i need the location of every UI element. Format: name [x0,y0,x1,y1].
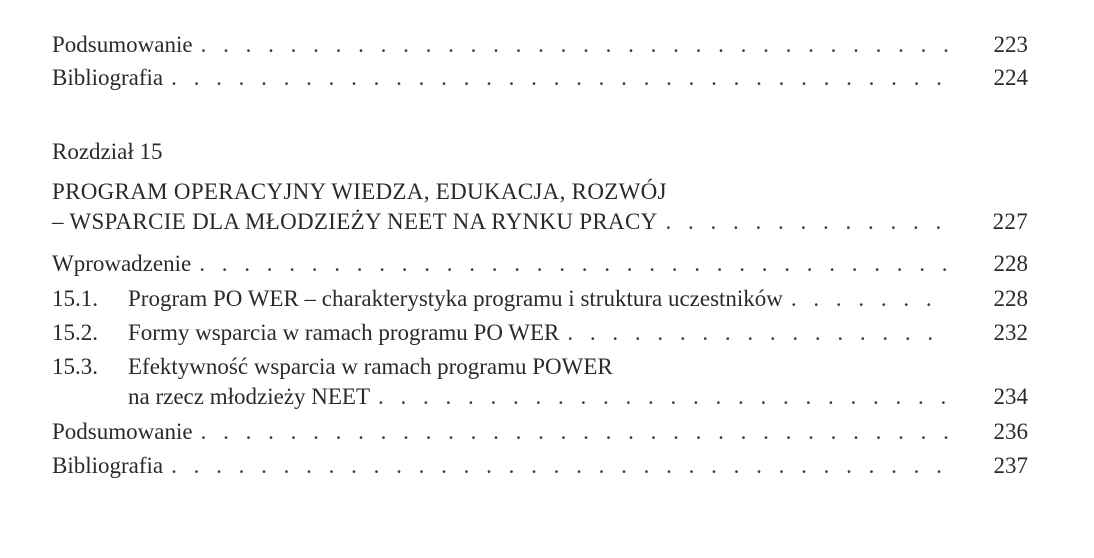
section-number: 15.1. [52,286,98,311]
dot-leader [171,63,950,93]
dot-leader [201,417,950,447]
section-number: 15.3. [52,354,98,379]
dot-leader [567,318,950,348]
dot-leader [199,249,950,279]
toc-entry-title: Formy wsparcia w ramach programu PO WER [128,320,560,345]
toc-entry-summary-14[interactable] [52,30,1028,60]
toc-entry-15-3-line-1[interactable] [52,352,1028,382]
toc-entry-title: Bibliografia [52,65,164,90]
toc-page-number: 228 [993,251,1028,276]
toc-page-number: 236 [993,419,1028,444]
toc-entry-title: Wprowadzenie [52,251,192,276]
toc-page-number: 234 [993,384,1028,409]
toc-entry-15-2[interactable] [52,318,1028,348]
toc-page-number: 228 [993,286,1028,311]
toc-entry-15-3-line-2[interactable] [52,382,1028,412]
chapter-title-text: PROGRAM OPERACYJNY WIEDZA, EDUKACJA, ROZWÓJ [52,179,667,204]
dot-leader [666,207,951,237]
section-number: 15.2. [52,320,98,345]
chapter-title-text: – WSPARCIE DLA MŁODZIEŻY NEET NA RYNKU PRACY [52,209,658,234]
dot-leader [378,382,950,412]
toc-entry-bibliography-15[interactable] [52,451,1028,481]
dot-leader [201,30,950,60]
toc-entry-15-1[interactable] [52,284,1028,314]
chapter-label: Rozdział 15 [52,139,163,164]
toc-entry-title: Podsumowanie [52,32,193,57]
toc-entry-title: Program PO WER – charakterystyka programu i struktura uczestników [128,286,783,311]
chapter-title-line-1[interactable] [52,177,1028,207]
toc-entry-title: Bibliografia [52,453,164,478]
toc-page-number: 237 [993,453,1028,478]
toc-page-number: 232 [993,320,1028,345]
toc-entry-summary-15[interactable] [52,417,1028,447]
toc-page-number: 227 [992,209,1028,234]
dot-leader [171,451,950,481]
toc-page-number: 223 [993,32,1028,57]
chapter-title-line-2[interactable] [52,207,1028,237]
toc-entry-title: Podsumowanie [52,419,193,444]
toc-page-number: 224 [993,65,1028,90]
toc-entry-title: na rzecz młodzieży NEET [128,384,371,409]
toc-entry-title: Efektywność wsparcia w ramach programu POWER [128,354,613,379]
toc-entry-bibliography-14[interactable] [52,63,1028,93]
dot-leader [791,284,950,314]
toc-entry-introduction[interactable] [52,249,1028,279]
